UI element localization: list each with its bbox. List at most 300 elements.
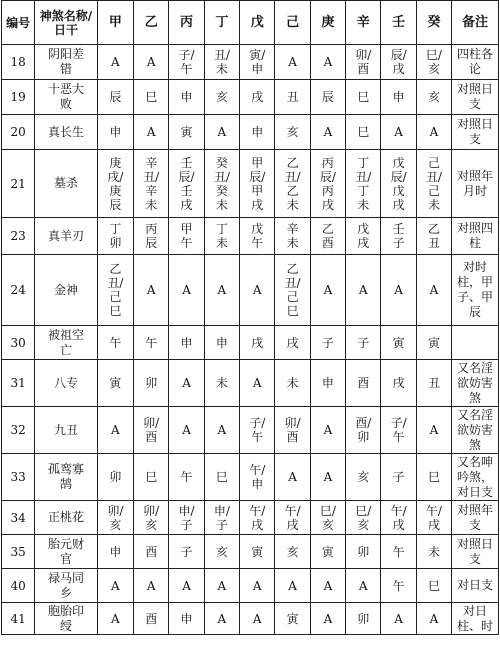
cell-text: A: [111, 611, 120, 626]
cell-text: 戌: [392, 376, 405, 390]
header-cell-yi: 乙: [134, 1, 169, 45]
cell-text: 阴阳差 错: [47, 47, 84, 76]
cell-text: 对日 柱、时: [457, 603, 494, 633]
cell-text: 亥: [215, 90, 228, 104]
cell-text: 金神: [53, 282, 78, 297]
stem-value-cell: [134, 407, 169, 454]
cell-text: A: [182, 376, 191, 390]
cell-text: 申: [321, 376, 334, 390]
cell-text: 午: [145, 335, 158, 350]
cell-text: 巳: [145, 470, 158, 484]
stem-value-cell: [97, 218, 133, 255]
cell-text: 四柱各 论: [457, 47, 494, 76]
cell-text: A: [182, 283, 191, 297]
table-body: [2, 45, 499, 635]
cell-text: 戊 戌: [357, 222, 370, 250]
stem-value-cell: [346, 603, 381, 635]
stem-value-cell: [275, 454, 310, 501]
stem-value-cell: [310, 218, 345, 255]
shensha-name-cell: [35, 603, 97, 635]
cell-text: 卯/ 亥: [143, 503, 160, 532]
cell-text: 寅: [251, 544, 264, 559]
stem-value-cell: [240, 45, 275, 80]
cell-text: 辰/ 戌: [390, 48, 407, 76]
stem-value-cell: [240, 454, 275, 501]
cell-text: 申/ 子: [178, 503, 195, 532]
stem-value-cell: [275, 501, 310, 535]
cell-text: 亥: [357, 470, 370, 484]
cell-text: 十恶大 败: [47, 82, 84, 111]
cell-text: 卯: [357, 611, 370, 626]
table-row: [2, 326, 499, 360]
cell-text: 戌: [251, 90, 264, 104]
cell-text: 18: [10, 55, 26, 69]
header-cell-ding: 丁: [204, 1, 239, 45]
cell-text: 己 丑/ 己 未: [425, 155, 442, 212]
header-cell-geng: 庚: [310, 1, 345, 45]
stem-value-cell: [97, 535, 133, 569]
stem-value-cell: [275, 535, 310, 569]
cell-text: 卯/ 酉: [355, 48, 372, 76]
row-number-cell: [2, 326, 35, 360]
stem-value-cell: [134, 501, 169, 535]
cell-text: 亥: [427, 90, 440, 104]
shensha-name-cell: [35, 501, 97, 535]
cell-text: A: [394, 283, 403, 297]
table-row: [2, 454, 499, 501]
shensha-name-cell: [35, 569, 97, 603]
shensha-name-cell: [35, 115, 97, 150]
stem-value-cell: [97, 569, 133, 603]
cell-text: A: [217, 283, 227, 297]
stem-value-cell: [169, 255, 204, 326]
cell-text: 乙 丑/ 己 巳: [107, 262, 124, 318]
cell-text: 20: [10, 125, 26, 139]
cell-text: 子: [392, 470, 405, 484]
stem-value-cell: [310, 569, 345, 603]
cell-text: 40: [10, 578, 26, 593]
stem-value-cell: [134, 115, 169, 150]
cell-text: 卯: [357, 544, 370, 559]
stem-value-cell: [97, 45, 133, 80]
cell-text: 丑: [427, 376, 440, 390]
row-number-cell: [2, 255, 35, 326]
table-row: [2, 569, 499, 603]
cell-text: A: [146, 125, 156, 139]
cell-text: 子: [180, 544, 193, 559]
stem-value-cell: [346, 45, 381, 80]
cell-text: 申: [109, 544, 122, 559]
header-cell-ji: 己: [275, 1, 310, 45]
note-cell: [452, 569, 499, 603]
stem-value-cell: [275, 255, 310, 326]
stem-value-cell: [204, 150, 239, 218]
stem-value-cell: [204, 535, 239, 569]
stem-value-cell: [416, 218, 451, 255]
stem-value-cell: [97, 150, 133, 218]
stem-value-cell: [346, 115, 381, 150]
stem-value-cell: [275, 115, 310, 150]
cell-text: 21: [10, 176, 26, 191]
cell-text: A: [252, 611, 262, 626]
cell-text: A: [429, 125, 439, 139]
stem-value-cell: [310, 501, 345, 535]
shensha-name-cell: [35, 45, 97, 80]
cell-text: 巳: [427, 578, 440, 593]
cell-text: 癸 丑/ 癸 未: [213, 155, 230, 212]
cell-text: A: [217, 578, 227, 593]
stem-value-cell: [346, 150, 381, 218]
note-cell: [452, 255, 499, 326]
table-row: [2, 407, 499, 454]
cell-text: A: [323, 125, 333, 139]
stem-value-cell: [310, 360, 345, 407]
stem-value-cell: [204, 501, 239, 535]
cell-text: 30: [10, 335, 26, 350]
note-cell: [452, 115, 499, 150]
cell-text: 申: [251, 125, 264, 139]
cell-text: 对照日 支: [457, 117, 494, 146]
cell-text: 申: [392, 90, 405, 104]
stem-value-cell: [310, 603, 345, 635]
stem-value-cell: [381, 569, 416, 603]
stem-value-cell: [416, 45, 451, 80]
cell-text: 酉: [145, 544, 158, 559]
header-row: [2, 1, 499, 45]
shensha-name-cell: [35, 360, 97, 407]
cell-text: 孤鸾寡 鹄: [47, 462, 84, 491]
cell-text: 寅: [427, 335, 440, 350]
cell-text: 寅: [286, 611, 299, 626]
stem-value-cell: [169, 603, 204, 635]
cell-text: A: [429, 423, 439, 437]
row-number-cell: [2, 603, 35, 635]
shensha-name-cell: [35, 535, 97, 569]
cell-text: 申/ 子: [213, 503, 230, 532]
cell-text: 卯/ 酉: [284, 416, 301, 444]
stem-value-cell: [97, 326, 133, 360]
cell-text: 又名淫 欲妨害 煞: [457, 407, 494, 452]
cell-text: A: [111, 55, 120, 69]
cell-text: 庚 戌/ 庚 辰: [107, 155, 124, 212]
row-number-cell: [2, 80, 35, 115]
cell-text: 午: [109, 335, 122, 350]
note-cell: [452, 150, 499, 218]
cell-text: 墓杀: [53, 176, 78, 190]
stem-value-cell: [97, 407, 133, 454]
cell-text: 寅: [392, 335, 405, 350]
note-cell: [452, 603, 499, 635]
cell-text: 酉: [357, 376, 370, 390]
cell-text: 亥: [286, 125, 299, 139]
stem-value-cell: [275, 218, 310, 255]
cell-text: 子: [321, 335, 334, 350]
stem-value-cell: [240, 569, 275, 603]
cell-text: 壬 辰/ 壬 戌: [178, 155, 195, 212]
cell-text: 对日支: [457, 578, 494, 592]
cell-text: 巳/ 亥: [355, 503, 372, 532]
cell-text: 戌: [251, 335, 264, 350]
stem-value-cell: [310, 535, 345, 569]
stem-value-cell: [97, 603, 133, 635]
stem-value-cell: [275, 45, 310, 80]
cell-text: 辰: [109, 90, 122, 104]
stem-value-cell: [346, 454, 381, 501]
cell-text: 亥: [215, 544, 228, 559]
stem-value-cell: [134, 45, 169, 80]
cell-text: A: [394, 125, 403, 139]
cell-text: A: [288, 470, 297, 484]
stem-value-cell: [275, 150, 310, 218]
cell-text: 辰: [321, 90, 334, 104]
stem-value-cell: [416, 115, 451, 150]
stem-value-cell: [169, 501, 204, 535]
cell-text: 乙 丑: [427, 222, 440, 250]
cell-text: 巳: [357, 90, 370, 104]
stem-value-cell: [169, 407, 204, 454]
stem-value-cell: [346, 407, 381, 454]
stem-value-cell: [310, 454, 345, 501]
stem-value-cell: [310, 255, 345, 326]
stem-value-cell: [97, 115, 133, 150]
cell-text: 23: [10, 229, 26, 243]
stem-value-cell: [134, 218, 169, 255]
stem-value-cell: [346, 218, 381, 255]
stem-value-cell: [134, 80, 169, 115]
stem-value-cell: [416, 150, 451, 218]
cell-text: 未: [427, 544, 440, 559]
stem-value-cell: [169, 569, 204, 603]
cell-text: 乙 酉: [321, 222, 334, 250]
stem-value-cell: [275, 326, 310, 360]
cell-text: A: [252, 578, 262, 593]
cell-text: 辛 丑/ 辛 未: [143, 155, 160, 212]
stem-value-cell: [169, 535, 204, 569]
cell-text: 33: [10, 470, 26, 484]
cell-text: 午/ 戌: [284, 503, 301, 532]
stem-value-cell: [134, 535, 169, 569]
cell-text: 41: [10, 611, 26, 626]
stem-value-cell: [169, 454, 204, 501]
row-number-cell: [2, 45, 35, 80]
row-number-cell: [2, 150, 35, 218]
stem-value-cell: [134, 360, 169, 407]
cell-text: 戊 辰/ 戊 戌: [390, 155, 407, 212]
stem-value-cell: [169, 80, 204, 115]
cell-text: 对时 柱，甲 子、甲 辰: [457, 260, 494, 319]
cell-text: 巳: [215, 470, 228, 484]
stem-value-cell: [240, 501, 275, 535]
stem-value-cell: [416, 454, 451, 501]
row-number-cell: [2, 218, 35, 255]
cell-text: A: [217, 125, 227, 139]
shensha-name-cell: [35, 255, 97, 326]
header-cell-gui: 癸: [416, 1, 451, 45]
stem-value-cell: [381, 501, 416, 535]
cell-text: A: [288, 55, 297, 69]
note-cell: [452, 80, 499, 115]
shensha-name-cell: [35, 150, 97, 218]
cell-text: 被祖空 亡: [47, 327, 84, 357]
cell-text: 丑: [286, 90, 299, 104]
stem-value-cell: [204, 218, 239, 255]
stem-value-cell: [204, 569, 239, 603]
stem-value-cell: [204, 255, 239, 326]
table-row: [2, 360, 499, 407]
cell-text: A: [323, 55, 333, 69]
cell-text: 又名淫 欲妨害 煞: [457, 360, 494, 405]
row-number-cell: [2, 360, 35, 407]
cell-text: A: [323, 611, 333, 626]
cell-text: 午: [392, 578, 405, 593]
shensha-name-cell: [35, 326, 97, 360]
cell-text: 巳: [357, 125, 370, 139]
stem-value-cell: [134, 569, 169, 603]
stem-value-cell: [381, 218, 416, 255]
stem-value-cell: [97, 80, 133, 115]
stem-value-cell: [416, 80, 451, 115]
cell-text: 午/ 戌: [425, 503, 442, 532]
stem-value-cell: [346, 535, 381, 569]
stem-value-cell: [275, 407, 310, 454]
stem-value-cell: [204, 80, 239, 115]
cell-text: A: [252, 283, 262, 297]
stem-value-cell: [381, 45, 416, 80]
stem-value-cell: [416, 569, 451, 603]
shensha-name-cell: [35, 80, 97, 115]
table-row: [2, 115, 499, 150]
table-row: [2, 45, 499, 80]
stem-value-cell: [97, 501, 133, 535]
cell-text: A: [217, 423, 227, 437]
cell-text: 寅/ 申: [249, 48, 266, 76]
cell-text: 午: [180, 470, 193, 484]
cell-text: 对照日 支: [457, 82, 494, 111]
cell-text: 对照年 月时: [457, 168, 494, 198]
stem-value-cell: [346, 80, 381, 115]
stem-value-cell: [169, 360, 204, 407]
cell-text: A: [323, 283, 333, 297]
cell-text: 未: [215, 376, 228, 390]
cell-text: 巳: [427, 470, 440, 484]
stem-value-cell: [275, 603, 310, 635]
stem-value-cell: [381, 360, 416, 407]
stem-value-cell: [204, 326, 239, 360]
cell-text: A: [358, 578, 368, 593]
row-number-cell: [2, 407, 35, 454]
stem-value-cell: [310, 407, 345, 454]
cell-text: 真羊刃: [47, 228, 84, 243]
cell-text: 32: [10, 423, 26, 437]
table-row: [2, 80, 499, 115]
stem-value-cell: [381, 407, 416, 454]
row-number-cell: [2, 115, 35, 150]
cell-text: 亥: [286, 544, 299, 559]
table-row: [2, 535, 499, 569]
stem-value-cell: [204, 45, 239, 80]
stem-value-cell: [169, 115, 204, 150]
cell-text: A: [146, 578, 156, 593]
cell-text: 寅: [180, 125, 193, 139]
cell-text: 戊 午: [251, 222, 264, 250]
note-cell: [452, 45, 499, 80]
stem-value-cell: [169, 45, 204, 80]
cell-text: 辛 未: [286, 222, 299, 250]
stem-value-cell: [240, 255, 275, 326]
table-row: [2, 603, 499, 635]
cell-text: 巳: [145, 90, 158, 104]
header-cell-bing: 丙: [169, 1, 204, 45]
cell-text: 丑/ 未: [213, 48, 230, 76]
cell-text: A: [358, 283, 368, 297]
cell-text: 申: [180, 90, 193, 104]
stem-value-cell: [240, 115, 275, 150]
stem-value-cell: [381, 150, 416, 218]
stem-value-cell: [240, 150, 275, 218]
stem-value-cell: [204, 603, 239, 635]
header-cell-id: 编号: [2, 1, 35, 45]
cell-text: 午: [392, 544, 405, 559]
cell-text: 壬 子: [392, 222, 405, 250]
cell-text: 19: [10, 90, 26, 104]
stem-value-cell: [275, 569, 310, 603]
stem-value-cell: [381, 326, 416, 360]
cell-text: 午/ 戌: [390, 503, 407, 532]
stem-value-cell: [169, 150, 204, 218]
stem-value-cell: [346, 569, 381, 603]
shensha-name-cell: [35, 454, 97, 501]
stem-value-cell: [134, 326, 169, 360]
cell-text: A: [146, 55, 156, 69]
stem-value-cell: [416, 360, 451, 407]
cell-text: 正桃花: [47, 510, 84, 524]
stem-value-cell: [134, 150, 169, 218]
table-row: [2, 218, 499, 255]
shensha-name-cell: [35, 218, 97, 255]
note-cell: [452, 535, 499, 569]
cell-text: 甲 午: [180, 222, 193, 250]
stem-value-cell: [134, 603, 169, 635]
cell-text: A: [182, 423, 191, 437]
cell-text: 卯: [109, 470, 122, 484]
cell-text: 24: [10, 283, 26, 297]
cell-text: A: [111, 578, 120, 593]
cell-text: A: [323, 578, 333, 593]
cell-text: A: [323, 423, 333, 437]
cell-text: 真长生: [47, 124, 84, 139]
stem-value-cell: [97, 360, 133, 407]
note-cell: [452, 326, 499, 360]
cell-text: 申: [215, 335, 228, 350]
row-number-cell: [2, 501, 35, 535]
stem-value-cell: [275, 360, 310, 407]
cell-text: 酉/ 卯: [355, 416, 372, 444]
cell-text: A: [146, 283, 156, 297]
stem-value-cell: [240, 535, 275, 569]
cell-text: 34: [10, 510, 26, 525]
cell-text: 子/ 午: [390, 416, 407, 444]
header-cell-notes: 备注: [452, 1, 499, 45]
cell-text: 巳/ 亥: [319, 503, 336, 532]
cell-text: 午/ 申: [249, 463, 266, 491]
cell-text: A: [429, 611, 439, 626]
cell-text: 八专: [53, 375, 78, 390]
stem-value-cell: [416, 326, 451, 360]
cell-text: 寅: [109, 376, 122, 390]
cell-text: 丁 丑/ 丁 未: [355, 155, 372, 212]
cell-text: 禄马同 乡: [47, 570, 84, 600]
cell-text: 甲 辰/ 甲 戌: [249, 155, 266, 212]
